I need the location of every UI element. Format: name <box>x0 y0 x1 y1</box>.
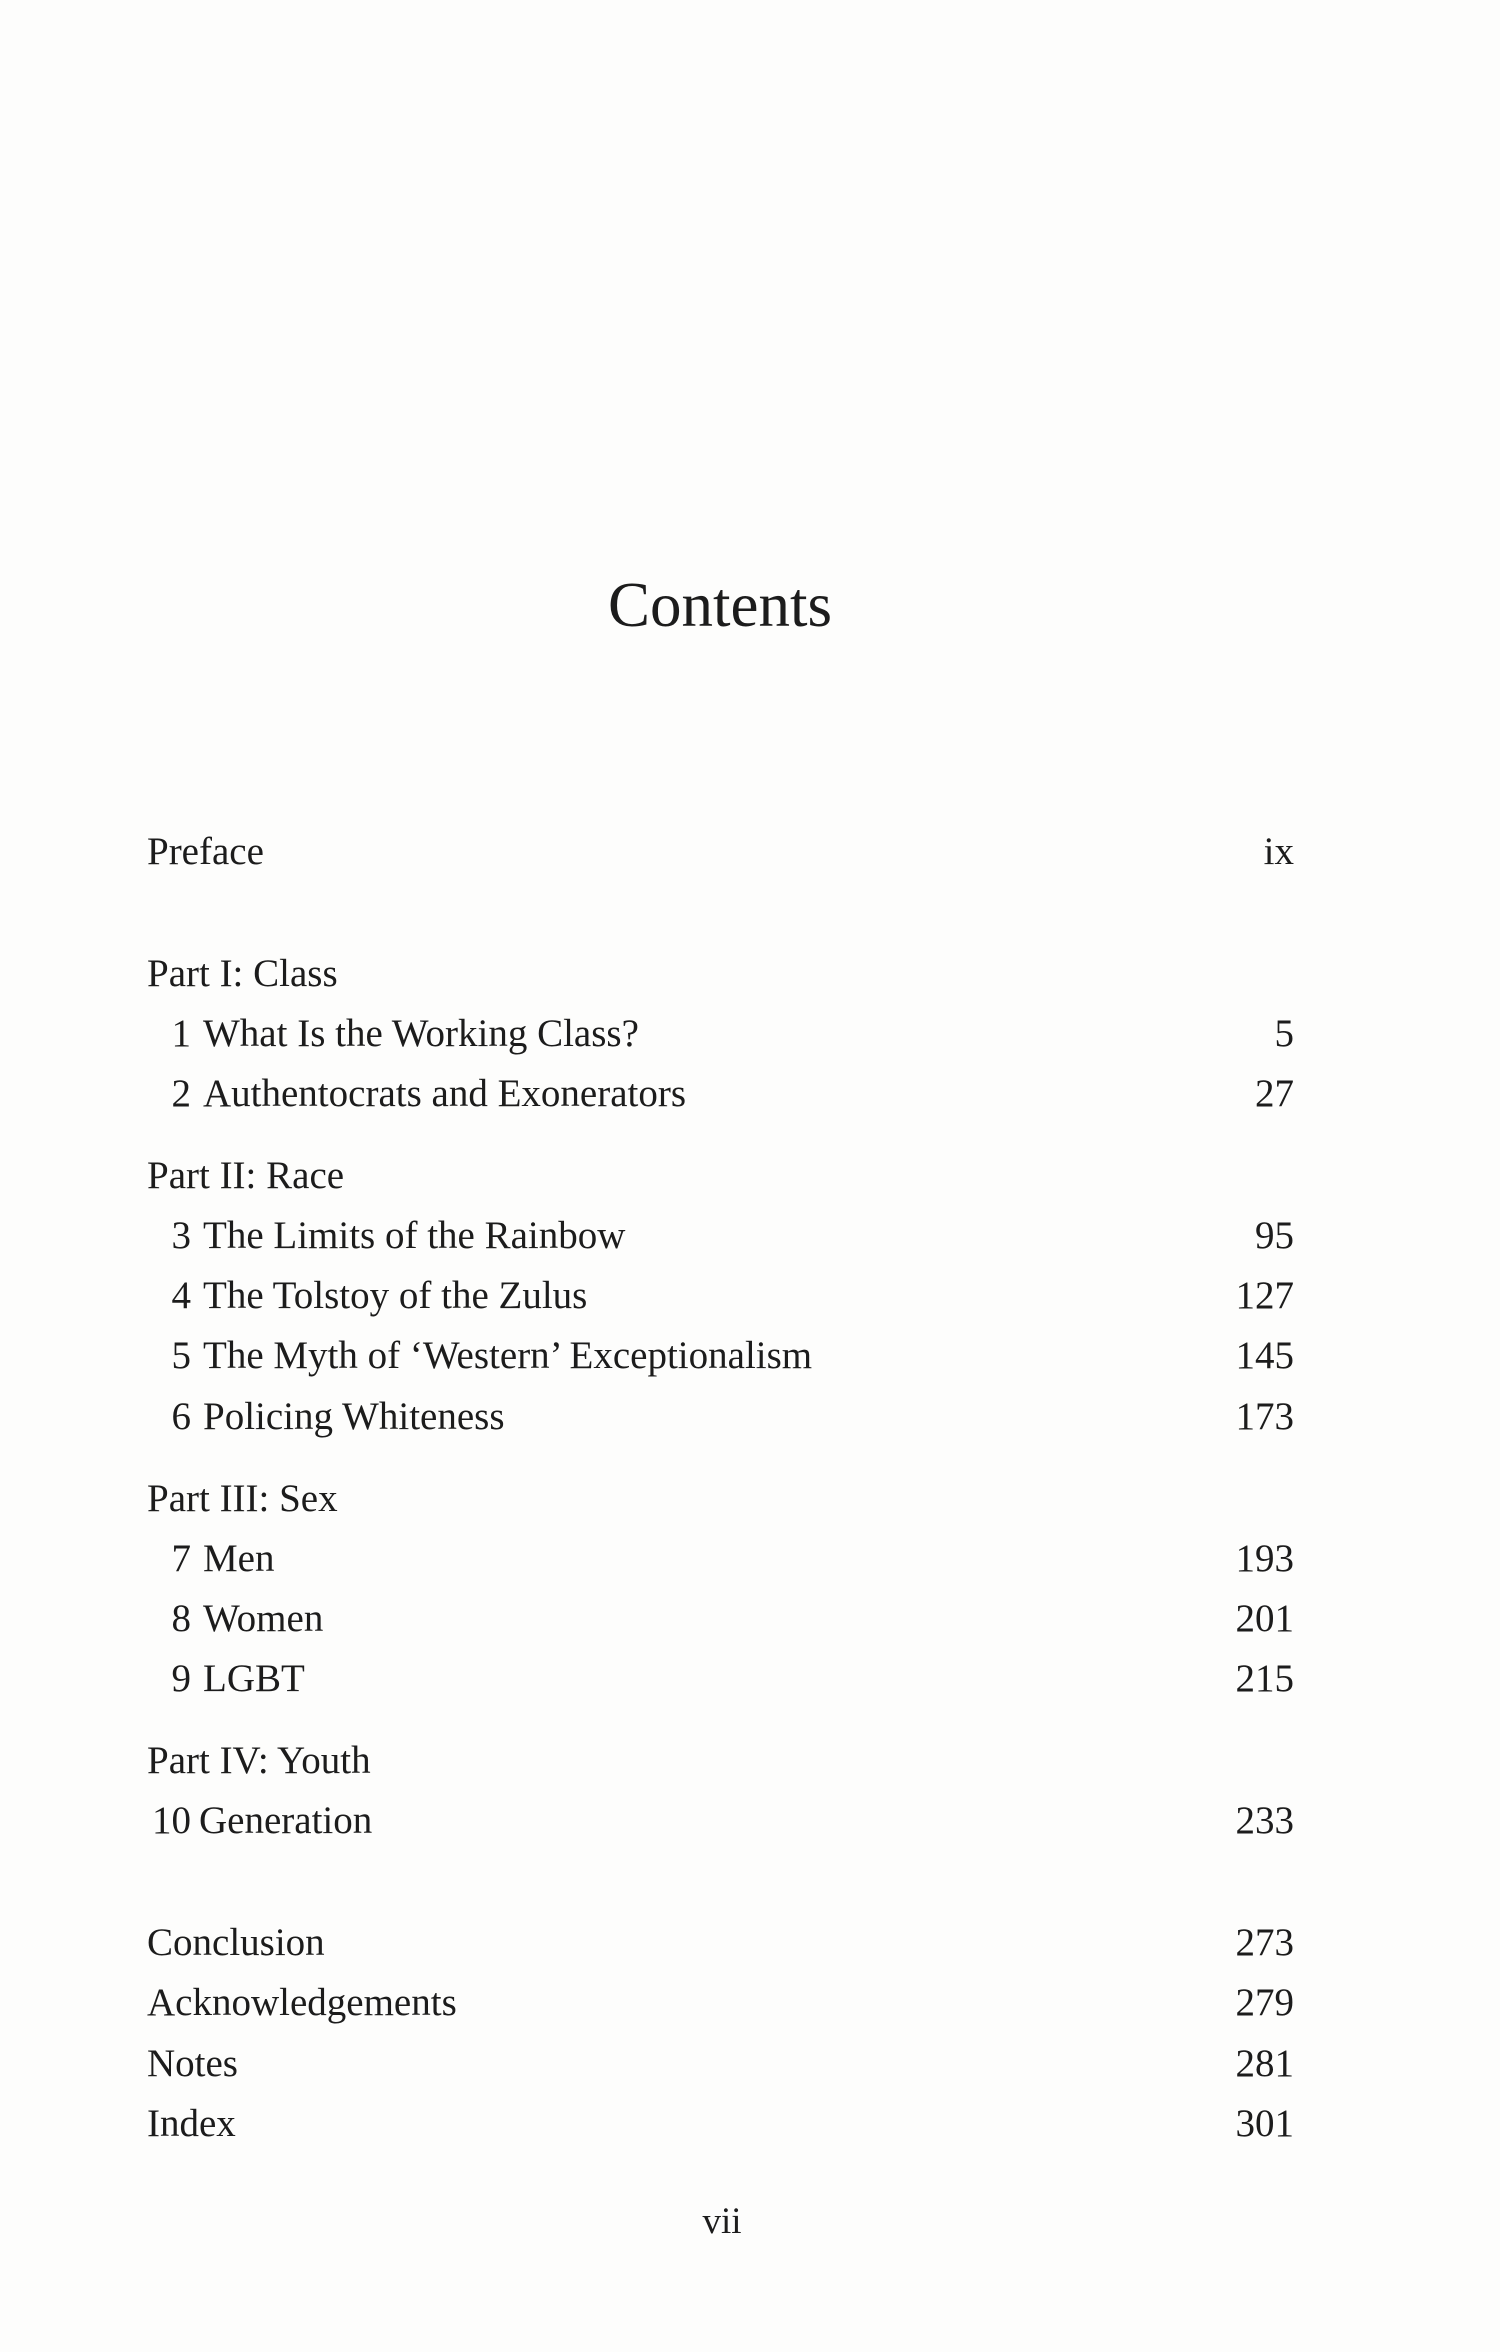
toc-entry-label: Index <box>147 2102 236 2145</box>
toc-entry-index <box>147 2098 1294 2150</box>
toc-entry-label: Preface <box>147 830 264 873</box>
page-folio: vii <box>702 2201 742 2242</box>
toc-page-number: 27 <box>1255 1072 1294 1115</box>
toc-part-heading <box>147 948 1294 1000</box>
toc-chapter-entry <box>147 1210 1294 1262</box>
chapter-label <box>161 1270 587 1322</box>
toc-page-number: 127 <box>1235 1274 1294 1317</box>
chapter-number: 5 <box>171 1334 191 1377</box>
chapter-number: 1 <box>171 1012 191 1055</box>
toc-part-heading <box>147 1473 1294 1525</box>
toc-chapter-entry <box>147 1653 1294 1705</box>
chapter-title: Generation <box>199 1799 373 1842</box>
toc-page-number: ix <box>1263 830 1294 873</box>
toc-chapter-entry <box>147 1593 1294 1645</box>
toc-chapter-entry <box>147 1795 1294 1847</box>
toc-chapter-entry <box>147 1533 1294 1585</box>
toc-entry-label: Acknowledgements <box>147 1981 457 2024</box>
chapter-title: What Is the Working Class? <box>203 1012 639 1055</box>
chapter-number: 9 <box>171 1657 191 1700</box>
toc-page-number: 281 <box>1235 2042 1294 2085</box>
part-label: Part II: Race <box>147 1154 345 1197</box>
chapter-number: 4 <box>171 1274 191 1317</box>
toc-page-number: 145 <box>1235 1334 1294 1377</box>
toc-entry-notes <box>147 2038 1294 2090</box>
toc-page-number: 201 <box>1235 1597 1294 1640</box>
chapter-label <box>161 1593 323 1645</box>
part-label: Part I: Class <box>147 952 338 995</box>
toc-chapter-entry <box>147 1270 1294 1322</box>
chapter-number: 8 <box>171 1597 191 1640</box>
chapter-number: 2 <box>171 1072 191 1115</box>
chapter-title: Authentocrats and Exonerators <box>203 1072 687 1115</box>
toc-entry-acknowledgements <box>147 1977 1294 2029</box>
toc-entry-preface <box>147 826 1294 878</box>
toc-page-number: 301 <box>1235 2102 1294 2145</box>
toc-entry-conclusion <box>147 1917 1294 1969</box>
page-title: Contents <box>607 570 832 640</box>
toc-page-number: 95 <box>1255 1214 1294 1257</box>
toc-page-number: 273 <box>1235 1921 1294 1964</box>
chapter-title: The Limits of the Rainbow <box>203 1214 626 1257</box>
toc-page-number: 5 <box>1274 1012 1294 1055</box>
chapter-title: LGBT <box>203 1657 305 1700</box>
chapter-title: Men <box>203 1537 275 1580</box>
chapter-title: Policing Whiteness <box>203 1395 505 1438</box>
toc-chapter-entry <box>147 1391 1294 1443</box>
toc-part-heading <box>147 1735 1294 1787</box>
toc-page-number: 279 <box>1235 1981 1294 2024</box>
chapter-label <box>147 1795 372 1847</box>
chapter-number: 7 <box>171 1537 191 1580</box>
chapter-number: 3 <box>171 1214 191 1257</box>
chapter-label <box>161 1008 639 1060</box>
toc-chapter-entry <box>147 1068 1294 1120</box>
toc-entry-label: Conclusion <box>147 1921 325 1964</box>
toc-chapter-entry <box>147 1330 1294 1382</box>
toc-page-number: 173 <box>1235 1395 1294 1438</box>
toc-page-number: 233 <box>1235 1799 1294 1842</box>
toc-part-heading <box>147 1150 1294 1202</box>
toc-page-number: 193 <box>1235 1537 1294 1580</box>
chapter-title: The Myth of ‘Western’ Exceptionalism <box>203 1334 813 1377</box>
toc-page-number: 215 <box>1235 1657 1294 1700</box>
part-label: Part IV: Youth <box>147 1739 371 1782</box>
chapter-label <box>161 1533 275 1585</box>
chapter-title: Women <box>203 1597 324 1640</box>
chapter-title: The Tolstoy of the Zulus <box>203 1274 588 1317</box>
chapter-label <box>161 1391 505 1443</box>
chapter-label <box>161 1653 305 1705</box>
toc-chapter-entry <box>147 1008 1294 1060</box>
chapter-label <box>161 1330 812 1382</box>
part-label: Part III: Sex <box>147 1477 338 1520</box>
chapter-number: 6 <box>171 1395 191 1438</box>
chapter-number: 10 <box>152 1799 191 1842</box>
toc-entry-label: Notes <box>147 2042 238 2085</box>
chapter-label <box>161 1210 625 1262</box>
chapter-label <box>161 1068 686 1120</box>
